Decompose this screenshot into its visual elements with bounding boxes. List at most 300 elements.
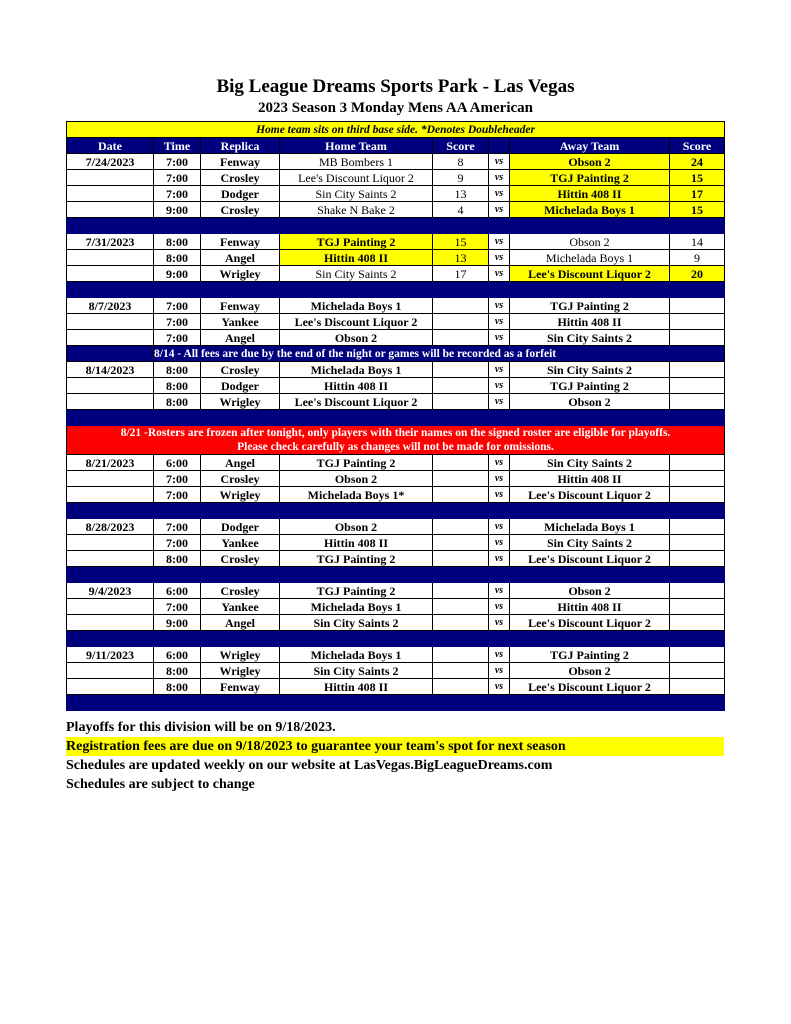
separator-cell	[280, 282, 433, 298]
away-team: Obson 2	[510, 583, 670, 599]
separator-cell	[510, 503, 670, 519]
schedule-table	[66, 121, 725, 711]
game-row	[67, 487, 725, 503]
game-date	[67, 615, 154, 631]
game-time: 8:00	[154, 551, 201, 567]
home-team: Sin City Saints 2	[280, 615, 433, 631]
home-team: Hittin 408 II	[280, 378, 433, 394]
roster-notice-row	[67, 426, 725, 455]
home-score	[433, 298, 489, 314]
separator-cell	[489, 282, 510, 298]
separator-cell	[433, 503, 489, 519]
away-score: 9	[670, 250, 725, 266]
game-time: 8:00	[154, 663, 201, 679]
game-field: Wrigley	[201, 394, 280, 410]
separator-cell	[510, 218, 670, 234]
game-time: 6:00	[154, 583, 201, 599]
separator-cell	[67, 218, 154, 234]
home-team: Michelada Boys 1*	[280, 487, 433, 503]
game-row	[67, 330, 725, 346]
separator-cell	[201, 567, 280, 583]
game-date	[67, 266, 154, 282]
separator-cell	[67, 695, 154, 711]
game-date: 9/11/2023	[67, 647, 154, 663]
vs-label: vs	[489, 487, 510, 503]
home-score	[433, 647, 489, 663]
separator-cell	[154, 695, 201, 711]
game-row	[67, 455, 725, 471]
time-header: Time	[154, 138, 201, 154]
home-score	[433, 455, 489, 471]
away-team: Lee's Discount Liquor 2	[510, 266, 670, 282]
away-team: Lee's Discount Liquor 2	[510, 487, 670, 503]
game-row	[67, 266, 725, 282]
vs-label: vs	[489, 170, 510, 186]
home-team: MB Bombers 1	[280, 154, 433, 170]
separator-cell	[67, 282, 154, 298]
home-team: Michelada Boys 1	[280, 647, 433, 663]
home-team: Michelada Boys 1	[280, 298, 433, 314]
home-team: Sin City Saints 2	[280, 186, 433, 202]
vs-label: vs	[489, 154, 510, 170]
game-field: Crosley	[201, 170, 280, 186]
replica-header: Replica	[201, 138, 280, 154]
away-team: TGJ Painting 2	[510, 378, 670, 394]
home-team: TGJ Painting 2	[280, 551, 433, 567]
game-date	[67, 551, 154, 567]
away-score	[670, 535, 725, 551]
separator-cell	[670, 282, 725, 298]
game-time: 8:00	[154, 250, 201, 266]
separator-cell	[670, 218, 725, 234]
game-time: 7:00	[154, 599, 201, 615]
separator-cell	[433, 695, 489, 711]
game-row	[67, 615, 725, 631]
game-field: Angel	[201, 455, 280, 471]
separator-cell	[433, 631, 489, 647]
home-score	[433, 330, 489, 346]
home-team: Michelada Boys 1	[280, 362, 433, 378]
page-title: Big League Dreams Sports Park - Las Vegas	[216, 76, 575, 97]
fees-notice: 8/14 - All fees are due by the end of the night or games will be recorded as a forfeit	[154, 346, 725, 362]
game-row	[67, 170, 725, 186]
subject-note: Schedules are subject to change	[66, 777, 255, 792]
home-team-note: Home team sits on third base side. *Denotes Doubleheader	[67, 122, 725, 138]
separator-cell	[280, 503, 433, 519]
separator-cell	[201, 282, 280, 298]
separator-cell	[67, 410, 154, 426]
away-score: 15	[670, 202, 725, 218]
separator-cell	[201, 695, 280, 711]
vs-label: vs	[489, 519, 510, 535]
away-score	[670, 599, 725, 615]
separator-cell	[280, 631, 433, 647]
home-score	[433, 378, 489, 394]
roster-notice-line2: Please check carefully as changes will not be made for omissions.	[237, 441, 554, 453]
footer-notes	[66, 718, 724, 794]
home-score	[433, 535, 489, 551]
game-time: 8:00	[154, 234, 201, 250]
game-field: Crosley	[201, 551, 280, 567]
home-team: TGJ Painting 2	[280, 583, 433, 599]
game-field: Wrigley	[201, 663, 280, 679]
home-team: Hittin 408 II	[280, 679, 433, 695]
game-row	[67, 186, 725, 202]
game-time: 8:00	[154, 362, 201, 378]
game-date	[67, 186, 154, 202]
game-row	[67, 519, 725, 535]
game-field: Fenway	[201, 679, 280, 695]
game-field: Crosley	[201, 471, 280, 487]
header-row	[67, 138, 725, 154]
game-time: 8:00	[154, 378, 201, 394]
away-team-header: Away Team	[510, 138, 670, 154]
game-row	[67, 394, 725, 410]
vs-label: vs	[489, 679, 510, 695]
home-team: TGJ Painting 2	[280, 455, 433, 471]
vs-label: vs	[489, 663, 510, 679]
roster-notice	[67, 426, 725, 455]
vs-label: vs	[489, 250, 510, 266]
game-row	[67, 663, 725, 679]
game-date: 8/7/2023	[67, 298, 154, 314]
game-date	[67, 599, 154, 615]
game-field: Fenway	[201, 234, 280, 250]
away-score-header: Score	[670, 138, 725, 154]
fees-notice-spacer	[67, 346, 154, 362]
away-team: Michelada Boys 1	[510, 202, 670, 218]
game-date: 8/14/2023	[67, 362, 154, 378]
game-field: Wrigley	[201, 647, 280, 663]
game-date	[67, 250, 154, 266]
separator-cell	[154, 567, 201, 583]
game-date: 7/24/2023	[67, 154, 154, 170]
separator-cell	[280, 695, 433, 711]
game-date	[67, 202, 154, 218]
home-score	[433, 314, 489, 330]
game-date	[67, 314, 154, 330]
away-score	[670, 455, 725, 471]
away-score	[670, 362, 725, 378]
vs-label: vs	[489, 362, 510, 378]
separator-cell	[510, 695, 670, 711]
home-score	[433, 599, 489, 615]
away-score	[670, 647, 725, 663]
home-score	[433, 519, 489, 535]
fees-notice-row	[67, 346, 725, 362]
game-time: 7:00	[154, 519, 201, 535]
game-field: Yankee	[201, 314, 280, 330]
away-team: Hittin 408 II	[510, 186, 670, 202]
page-subtitle: 2023 Season 3 Monday Mens AA American	[257, 100, 533, 116]
game-time: 7:00	[154, 487, 201, 503]
vs-label: vs	[489, 186, 510, 202]
game-row	[67, 535, 725, 551]
registration-note: Registration fees are due on 9/18/2023 to guarantee your team's spot for next season	[66, 737, 724, 756]
away-score	[670, 314, 725, 330]
game-row	[67, 679, 725, 695]
game-time: 9:00	[154, 266, 201, 282]
game-time: 7:00	[154, 298, 201, 314]
away-score	[670, 330, 725, 346]
vs-label: vs	[489, 647, 510, 663]
game-time: 7:00	[154, 314, 201, 330]
vs-label: vs	[489, 330, 510, 346]
away-score	[670, 551, 725, 567]
game-date	[67, 394, 154, 410]
away-team: Michelada Boys 1	[510, 250, 670, 266]
game-row	[67, 234, 725, 250]
away-score	[670, 519, 725, 535]
game-date	[67, 170, 154, 186]
game-time: 7:00	[154, 535, 201, 551]
game-field: Fenway	[201, 154, 280, 170]
game-time: 7:00	[154, 471, 201, 487]
game-row	[67, 298, 725, 314]
home-team: Lee's Discount Liquor 2	[280, 314, 433, 330]
game-time: 6:00	[154, 647, 201, 663]
home-team-header: Home Team	[280, 138, 433, 154]
separator-cell	[201, 410, 280, 426]
website-note: Schedules are updated weekly on our website at LasVegas.BigLeagueDreams.com	[66, 758, 553, 773]
game-row	[67, 647, 725, 663]
game-time: 8:00	[154, 394, 201, 410]
game-field: Wrigley	[201, 266, 280, 282]
separator-cell	[510, 410, 670, 426]
separator-cell	[433, 410, 489, 426]
game-date	[67, 378, 154, 394]
separator-row	[67, 218, 725, 234]
vs-label: vs	[489, 202, 510, 218]
home-score	[433, 663, 489, 679]
separator-cell	[510, 567, 670, 583]
away-team: Obson 2	[510, 154, 670, 170]
home-score: 9	[433, 170, 489, 186]
away-team: Sin City Saints 2	[510, 455, 670, 471]
game-row	[67, 551, 725, 567]
separator-cell	[201, 631, 280, 647]
separator-cell	[280, 410, 433, 426]
game-time: 9:00	[154, 202, 201, 218]
home-score	[433, 487, 489, 503]
separator-cell	[67, 567, 154, 583]
away-score	[670, 487, 725, 503]
game-row	[67, 583, 725, 599]
game-row	[67, 250, 725, 266]
away-team: Obson 2	[510, 394, 670, 410]
away-score	[670, 394, 725, 410]
separator-cell	[154, 282, 201, 298]
game-row	[67, 362, 725, 378]
away-score: 14	[670, 234, 725, 250]
separator-cell	[489, 503, 510, 519]
game-time: 6:00	[154, 455, 201, 471]
separator-cell	[670, 631, 725, 647]
home-score	[433, 394, 489, 410]
separator-row	[67, 695, 725, 711]
separator-cell	[201, 503, 280, 519]
separator-cell	[433, 282, 489, 298]
separator-row	[67, 567, 725, 583]
vs-label: vs	[489, 314, 510, 330]
away-score	[670, 679, 725, 695]
game-date	[67, 330, 154, 346]
vs-label: vs	[489, 378, 510, 394]
separator-cell	[433, 218, 489, 234]
home-score: 13	[433, 186, 489, 202]
game-date	[67, 471, 154, 487]
home-score-header: Score	[433, 138, 489, 154]
separator-cell	[154, 410, 201, 426]
home-score: 4	[433, 202, 489, 218]
playoffs-note: Playoffs for this division will be on 9/18/2023.	[66, 720, 336, 735]
game-field: Angel	[201, 330, 280, 346]
away-score	[670, 583, 725, 599]
home-score	[433, 679, 489, 695]
home-team: Obson 2	[280, 519, 433, 535]
game-row	[67, 202, 725, 218]
game-date: 9/4/2023	[67, 583, 154, 599]
away-team: Obson 2	[510, 234, 670, 250]
vs-label: vs	[489, 599, 510, 615]
home-team: TGJ Painting 2	[280, 234, 433, 250]
game-field: Dodger	[201, 519, 280, 535]
home-team: Hittin 408 II	[280, 250, 433, 266]
separator-row	[67, 503, 725, 519]
separator-cell	[280, 218, 433, 234]
game-time: 7:00	[154, 170, 201, 186]
home-team: Michelada Boys 1	[280, 599, 433, 615]
home-score	[433, 471, 489, 487]
separator-cell	[510, 631, 670, 647]
game-date	[67, 679, 154, 695]
home-score: 15	[433, 234, 489, 250]
away-team: Lee's Discount Liquor 2	[510, 551, 670, 567]
home-score	[433, 362, 489, 378]
away-team: Hittin 408 II	[510, 314, 670, 330]
game-time: 9:00	[154, 615, 201, 631]
home-score	[433, 551, 489, 567]
vs-label: vs	[489, 471, 510, 487]
vs-label: vs	[489, 298, 510, 314]
away-team: Obson 2	[510, 663, 670, 679]
away-team: Michelada Boys 1	[510, 519, 670, 535]
separator-cell	[154, 631, 201, 647]
separator-cell	[154, 503, 201, 519]
date-header: Date	[67, 138, 154, 154]
separator-cell	[670, 567, 725, 583]
away-score: 17	[670, 186, 725, 202]
away-team: Hittin 408 II	[510, 471, 670, 487]
roster-notice-line1: 8/21 -Rosters are frozen after tonight, only players with their names on the signed roster are eligible for playoffs.	[120, 427, 671, 439]
separator-cell	[67, 503, 154, 519]
away-score: 15	[670, 170, 725, 186]
separator-cell	[201, 218, 280, 234]
game-row	[67, 471, 725, 487]
separator-cell	[489, 218, 510, 234]
vs-label: vs	[489, 615, 510, 631]
away-score	[670, 378, 725, 394]
separator-row	[67, 631, 725, 647]
game-field: Wrigley	[201, 487, 280, 503]
game-field: Yankee	[201, 599, 280, 615]
game-row	[67, 599, 725, 615]
game-field: Angel	[201, 250, 280, 266]
separator-cell	[670, 695, 725, 711]
away-team: TGJ Painting 2	[510, 298, 670, 314]
separator-cell	[489, 695, 510, 711]
home-score	[433, 583, 489, 599]
separator-cell	[670, 503, 725, 519]
game-field: Crosley	[201, 202, 280, 218]
separator-row	[67, 410, 725, 426]
home-score	[433, 615, 489, 631]
home-team: Obson 2	[280, 471, 433, 487]
vs-label: vs	[489, 266, 510, 282]
vs-label: vs	[489, 551, 510, 567]
game-field: Crosley	[201, 583, 280, 599]
separator-cell	[154, 218, 201, 234]
separator-cell	[670, 410, 725, 426]
separator-cell	[489, 631, 510, 647]
note-row	[67, 122, 725, 138]
game-date: 7/31/2023	[67, 234, 154, 250]
game-field: Angel	[201, 615, 280, 631]
away-score	[670, 615, 725, 631]
away-score	[670, 663, 725, 679]
game-row	[67, 314, 725, 330]
game-time: 7:00	[154, 330, 201, 346]
home-team: Sin City Saints 2	[280, 663, 433, 679]
game-date: 8/28/2023	[67, 519, 154, 535]
home-team: Obson 2	[280, 330, 433, 346]
home-team: Lee's Discount Liquor 2	[280, 394, 433, 410]
away-team: Sin City Saints 2	[510, 362, 670, 378]
vs-label: vs	[489, 234, 510, 250]
away-score	[670, 298, 725, 314]
game-date	[67, 663, 154, 679]
away-score	[670, 471, 725, 487]
away-team: Lee's Discount Liquor 2	[510, 615, 670, 631]
home-score: 8	[433, 154, 489, 170]
home-team: Sin City Saints 2	[280, 266, 433, 282]
vs-label: vs	[489, 455, 510, 471]
game-row	[67, 154, 725, 170]
separator-cell	[280, 567, 433, 583]
vs-label: vs	[489, 583, 510, 599]
away-team: Lee's Discount Liquor 2	[510, 679, 670, 695]
separator-cell	[510, 282, 670, 298]
away-score: 20	[670, 266, 725, 282]
separator-cell	[489, 410, 510, 426]
vs-header	[489, 138, 510, 154]
game-date: 8/21/2023	[67, 455, 154, 471]
away-team: TGJ Painting 2	[510, 647, 670, 663]
game-field: Yankee	[201, 535, 280, 551]
game-date	[67, 535, 154, 551]
home-team: Lee's Discount Liquor 2	[280, 170, 433, 186]
away-team: Sin City Saints 2	[510, 535, 670, 551]
game-row	[67, 378, 725, 394]
home-team: Shake N Bake 2	[280, 202, 433, 218]
separator-row	[67, 282, 725, 298]
away-team: Sin City Saints 2	[510, 330, 670, 346]
separator-cell	[489, 567, 510, 583]
game-field: Dodger	[201, 186, 280, 202]
separator-cell	[67, 631, 154, 647]
game-date	[67, 487, 154, 503]
game-field: Crosley	[201, 362, 280, 378]
